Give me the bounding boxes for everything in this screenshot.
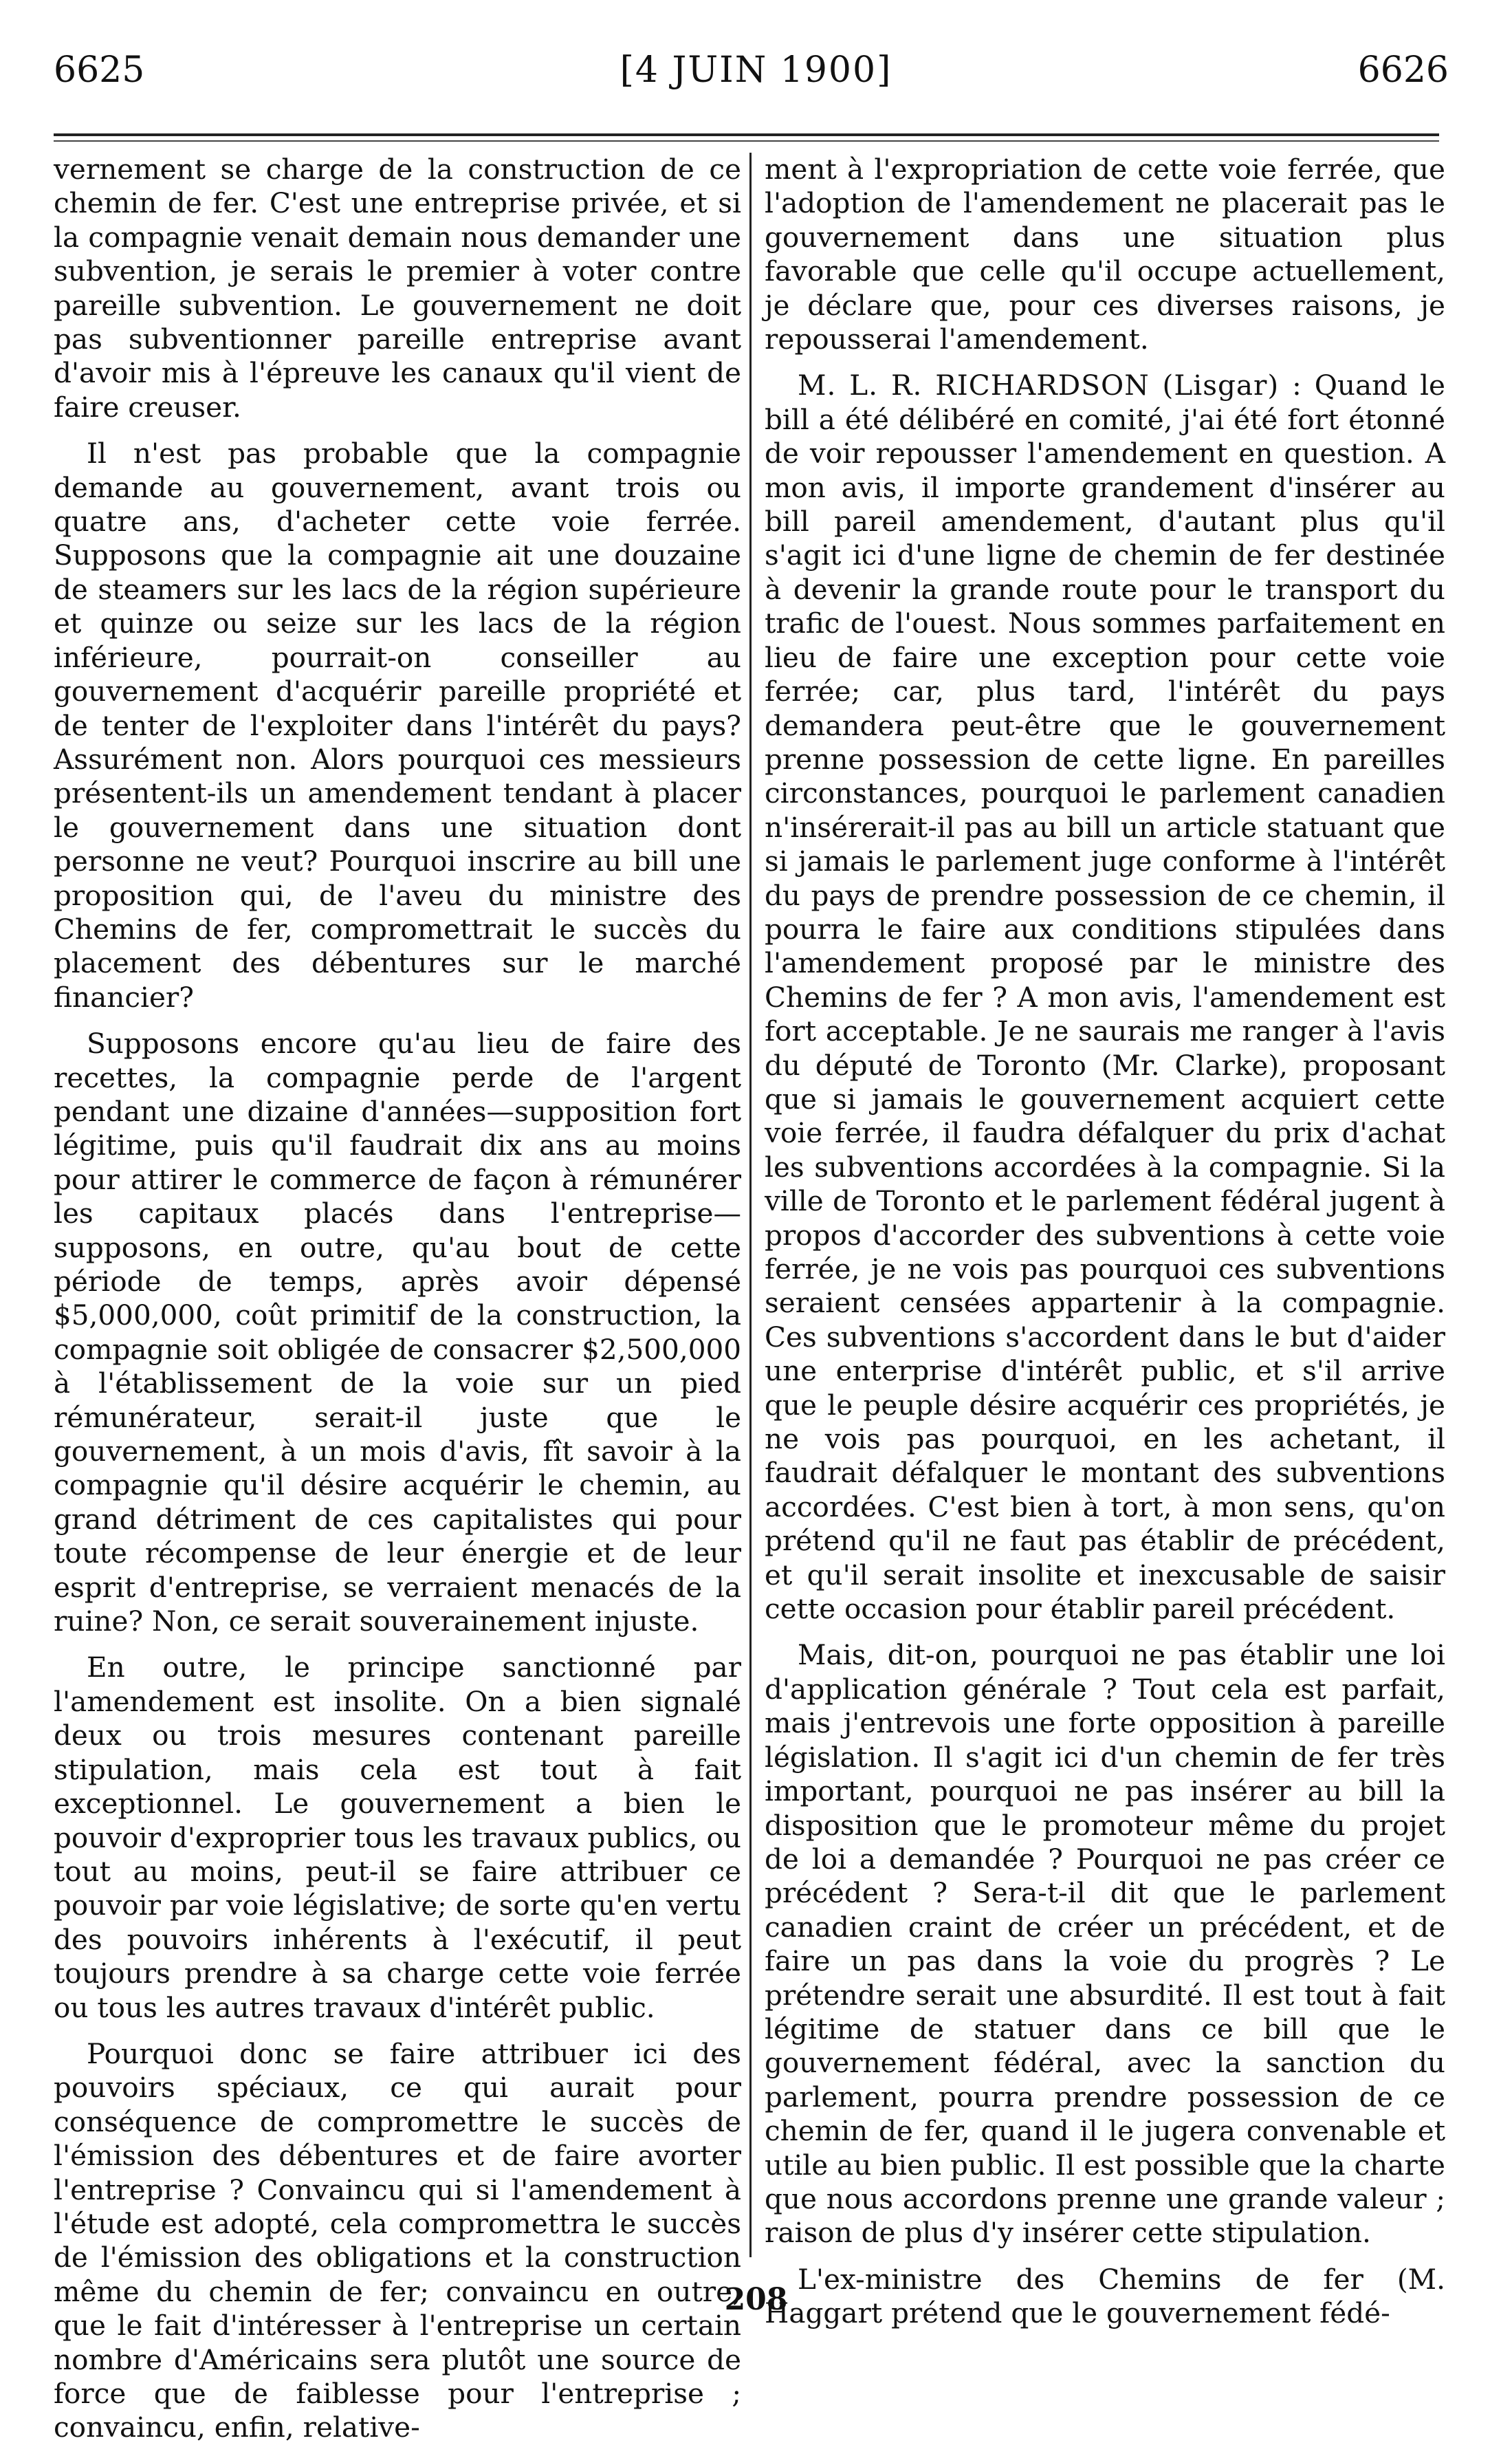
paragraph: vernement se charge de la construction de ce chemin de fer. C'est une entreprise privée, et si la compagnie venait demain nous demander une subvention, je serais le premier à voter contre pareille subvention. Le gouvernement ne doit pas subventionner pareille entreprise avant d'avoir mis à l'épreuve les canaux qu'il vient de faire creuser. — [54, 153, 741, 424]
right-column — [765, 153, 1445, 2330]
speaker-name: M. L. R. RICHARDSON (Lisgar) : — [798, 369, 1302, 402]
header-rule — [54, 133, 1439, 136]
paragraph: L'ex-ministre des Chemins de fer (M. Haggart prétend que le gouvernement fédé- — [765, 2262, 1445, 2330]
speaker-paragraph — [765, 369, 1445, 1626]
paragraph: Il n'est pas probable que la compagnie demande au gouvernement, avant trois ou quatre ans, d'acheter cette voie ferrée. Supposons que la compagnie ait une douzaine de steamers sur les lacs de la région supérieure et quinze ou seize sur les lacs de la région inférieure, pourrait-on conseiller au gouvernement d'acquérir pareille propriété et de tenter de l'exploiter dans l'intérêt du pays? Assurément non. Alors pourquoi ces messieurs présentent-ils un amendement tendant à placer le gouvernement dans une situation dont personne ne veut? Pourquoi inscrire au bill une proposition qui, de l'aveu du ministre des Chemins de fer, compromettrait le succès du placement des débentures sur le marché financier? — [54, 437, 741, 1014]
paragraph: Mais, dit-on, pourquoi ne pas établir une loi d'application générale ? Tout cela est parfait, mais j'entrevois une forte opposition à pareille législation. Il s'agit ici d'un chemin de fer très important, pourquoi ne pas insérer au bill la disposition que le promoteur même du projet de loi a demandée ? Pourquoi ne pas créer ce précédent ? Sera-t-il dit que le parlement canadien craint de créer un précédent, et de faire un pas dans la voie du progrès ? Le prétendre serait une absurdité. Il est tout à fait légitime de statuer dans ce bill que le gouvernement fédéral, avec la sanction du parlement, pourra prendre possession de ce chemin de fer, quand il le jugera convenable et utile au bien public. Il est possible que la charte que nous accordons prenne une grande valeur ; raison de plus d'y insérer cette stipulation. — [765, 1638, 1445, 2250]
right-page-number: 6626 — [1357, 50, 1449, 91]
footer-page-number: 208 — [724, 2282, 788, 2317]
speech-text: Quand le bill a été délibéré en comité, j'ai été fort étonné de voir repousser l'amendement en question. A mon avis, il importe grandement d'insérer au bill pareil amendement, d'autant plus qu'il s'agit ici d'une ligne de chemin de fer destinée à devenir la grande route pour le transport du trafic de l'ouest. Nous sommes parfaitement en lieu de faire une exception pour cette voie ferrée; car, plus tard, l'intérêt du pays demandera peut-être que le gouvernement prenne possession de cette ligne. En pareilles circonstances, pourquoi le parlement canadien n'insérerait-il pas au bill un article statuant que si jamais le parlement juge conforme à l'intérêt du pays de prendre possession de ce chemin, il pourra le faire aux conditions stipulées dans l'amendement proposé par le ministre des Chemins de fer ? A mon avis, l'amendement est fort acceptable. Je ne saurais me ranger à l'avis du député de Toronto (Mr. Clarke), proposant que si jamais le gouvernement acquiert cette voie ferrée, il faudra défalquer du prix d'achat les subventions accordées à la compagnie. Si la ville de Toronto et le parlement fédéral jugent à propos d'accorder des subventions à cette voie ferrée, je ne vois pas pourquoi ces subventions seraient censées appartenir à la compagnie. Ces subventions s'accordent dans le but d'aider une enterprise d'intérêt public, et s'il arrive que le peuple désire acquérir ces propriétés, je ne vois pas pourquoi, en les achetant, il faudrait défalquer le montant des subventions accordées. C'est bien à tort, à mon sens, qu'on prétend qu'il ne faut pas établir de précédent, et qu'il serait insolite et inexcusable de saisir cette occasion pour établir pareil précédent. — [765, 369, 1445, 1626]
left-column — [54, 153, 741, 2444]
header-rule-thin — [54, 140, 1439, 142]
page-header — [0, 50, 1512, 105]
paragraph: ment à l'expropriation de cette voie ferrée, que l'adoption de l'amendement ne placerait pas le gouvernement dans une situation plus favorable que celle qu'il occupe actuellement, je déclare que, pour ces diverses raisons, je repousserai l'amendement. — [765, 153, 1445, 356]
paragraph: Supposons encore qu'au lieu de faire des recettes, la compagnie perde de l'argent pendant une dizaine d'années—supposition fort légitime, puis qu'il faudrait dix ans au moins pour attirer le commerce de façon à rémunérer les capitaux placés dans l'entreprise—supposons, en outre, qu'au bout de cette période de temps, après avoir dépensé $5,000,000, coût primitif de la construction, la compagnie soit obligée de consacrer $2,500,000 à l'établissement de la voie sur un pied rémunérateur, serait-il juste que le gouvernement, à un mois d'avis, fît savoir à la compagnie qu'il désire acquérir le chemin, au grand détriment de ces capitalistes qui pour toute récompense de leur énergie et de leur esprit d'entreprise, se verraient menacés de la ruine? Non, ce serait souverainement injuste. — [54, 1027, 741, 1638]
paragraph: Pourquoi donc se faire attribuer ici des pouvoirs spéciaux, ce qui aurait pour conséquence de compromettre le succès de l'émission des débentures et de faire avorter l'entreprise ? Convaincu qui si l'amendement à l'étude est adopté, cela compromettra le succès de l'émission des obligations et la construction même du chemin de fer; convaincu en outre, que le fait d'intéresser à l'entreprise un certain nombre d'Américains sera plutôt une source de force que de faiblesse pour l'entreprise ; convaincu, enfin, relative- — [54, 2036, 741, 2444]
paragraph: En outre, le principe sanctionné par l'amendement est insolite. On a bien signalé deux ou trois mesures contenant pareille stipulation, mais cela est tout à fait exceptionnel. Le gouvernement a bien le pouvoir d'exproprier tous les travaux publics, ou tout au moins, peut-il se faire attribuer ce pouvoir par voie législative; de sorte qu'en vertu des pouvoirs inhérents à l'exécutif, il peut toujours prendre à sa charge cette voie ferrée ou tous les autres travaux d'intérêt public. — [54, 1651, 741, 2024]
header-date: [4 JUIN 1900] — [620, 50, 892, 91]
left-page-number: 6625 — [54, 50, 145, 91]
column-divider — [749, 153, 752, 2257]
